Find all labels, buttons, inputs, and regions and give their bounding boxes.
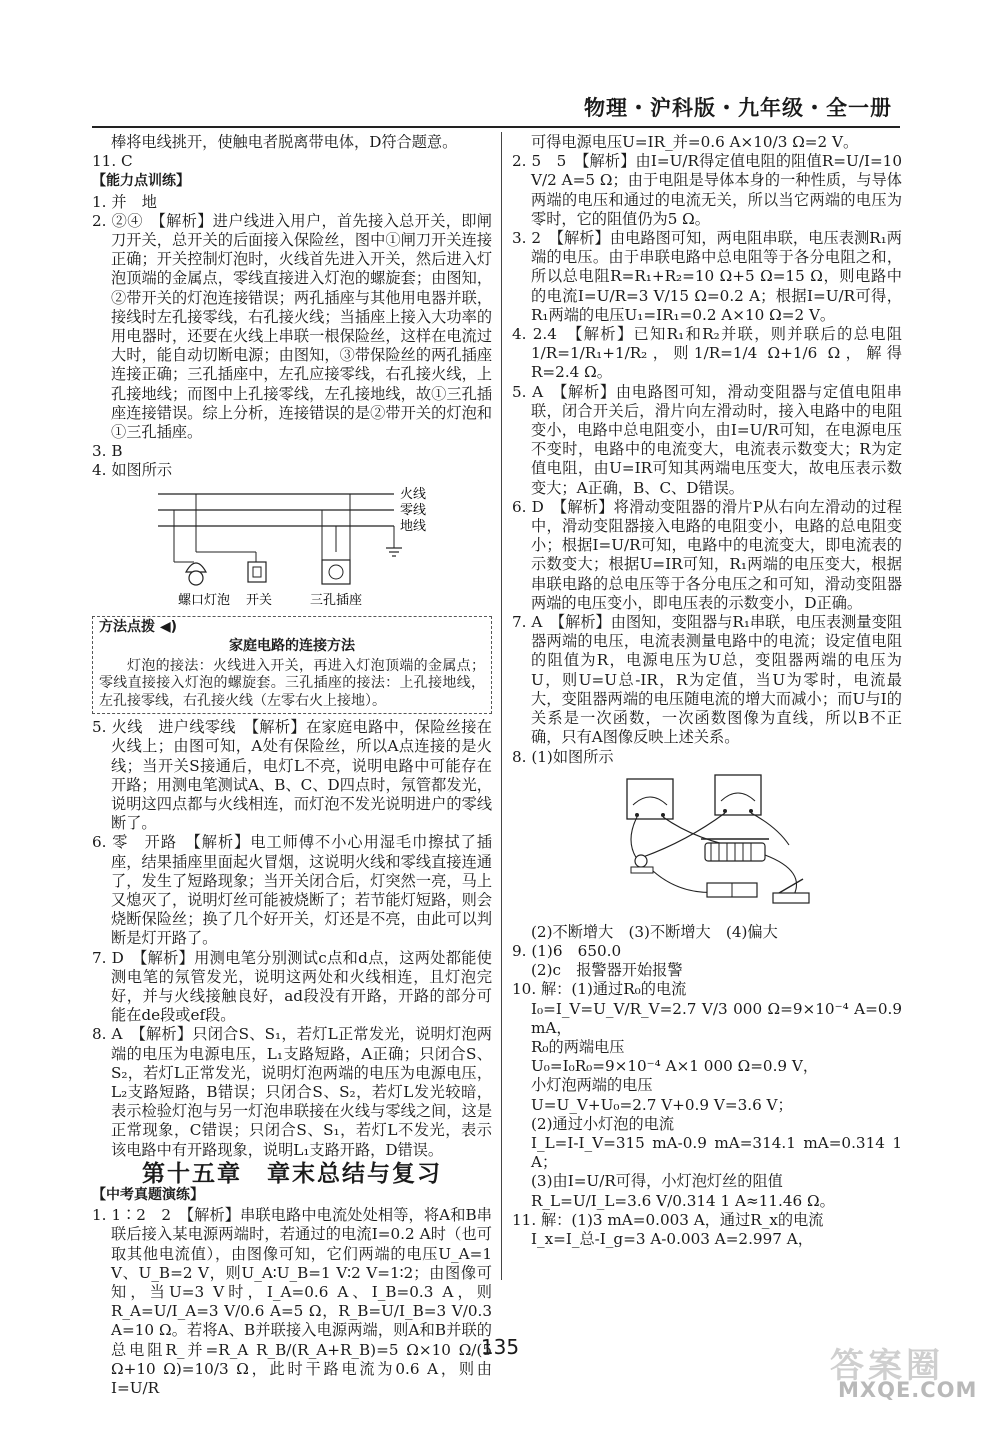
exam-answer-5: 5. A 【解析】由电路图可知，滑动变阻器与定值电阻串联，闭合开关后，滑片向左滑动时，接入电路中的电阻变小，电路中总电阻变小，由I=U/R可知，在电源电压不变时，电路中的电流变大，电流表示数变大；R为定值电阻，由U=IR可知其两端电压变大，故电压表示数变大；A正确，B、C、D错误。 [512, 382, 902, 497]
answer-10-step: I_L=I-I_V=315 mA-0.9 mA=314.1 mA=0.314 1 A； [531, 1133, 902, 1172]
bulb-icon [635, 855, 647, 867]
exam-answer-1: 1. 1∶2 2 【解析】串联电路中电流处处相等，将A和B串联后接入某电源两端时，若通过的电流I=0.2 A时（也可取其他电流值），由图像可知，它们两端的电压U_A=1 V、U_B=2 V，则U_A∶U_B=1 V∶2 V=1∶2；由图像可知，当U=3 V时，I_A=0.6 A、I_B=0.3 A，则R_A=U/I_A=3 V/0.6 A=5 Ω，R_B=U/I_B=3 V/0.3 A=10 Ω。若将A、B并联接入电源两端，则A和B并联的总电阻R_并=R_A R_B/(R_A+R_B)=5 Ω×10 Ω/(5 Ω+10 Ω)=10/3 Ω，此时干路电流为0.6 A，则由I=U/R [92, 1206, 492, 1398]
section-heading: 【能力点训练】 [92, 173, 190, 190]
answer-10-step: 小灯泡两端的电压 [531, 1076, 653, 1095]
household-circuit-figure [150, 482, 460, 610]
answer-4: 4. 如图所示 [92, 461, 173, 480]
answer-11-step: I_x=I_总-I_g=3 A-0.003 A=2.997 A， [531, 1229, 813, 1248]
chapter-title: 第十五章 章末总结与复习 [142, 1159, 442, 1187]
answer-5: 5. 火线 进户线零线 【解析】在家庭电路中，保险丝接在火线上；由图可知，A处有保险丝，所以A点连接的是火线；当开关S接通后，电灯L不亮，说明电路中可能存在开路；用测电笔测试A、B、C、D四点时，氖管都发光，说明这四点都与火线相连，而灯泡不发光说明进户的零线断了。 [92, 718, 492, 833]
exam-answer-9: 9. (1)6 650.0 [512, 941, 622, 960]
exam-answer-7: 7. A 【解析】由图知，变阻器与R₁串联，电压表测量变阻器两端的电压，电流表测量电路中的电流；设定值电阻的阻值为R，电源电压为U总，变阻器两端的电压为U，则U=U总-IR，R为定值，当U为零时，电流最大，变阻器两端的电压随电流的增大而减小；而U与I的关系是一次函数，一次函数图像为直线，所以B不正确，只有A图像反映上述关系。 [512, 613, 902, 747]
answer-11: 11. C [92, 152, 133, 171]
answer-3: 3. B [92, 442, 123, 461]
exam-answer-8: 8. (1)如图所示 [512, 747, 614, 766]
answer-9-part-2: (2)c 报警器开始报警 [531, 961, 683, 980]
switch-icon [773, 893, 809, 903]
experiment-circuit-figure [607, 771, 827, 921]
fire-wire-label: 火线 [400, 486, 427, 502]
exam-answer-4: 4. 2.4 【解析】已知R₁和R₂并联，则并联后的总电阻1/R=1/R₁+1/R₂，则1/R=1/4 Ω+1/6 Ω，解得R=2.4 Ω。 [512, 325, 902, 382]
speaker-icon: ◀) [159, 618, 178, 635]
column-divider [501, 132, 502, 1280]
answer-7: 7. D 【解析】用测电笔分别测试c点和d点，这两处都能使测电笔的氖管发光，说明这两处和火线相连，且灯泡完好，并与火线接触良好，ad段没有开路，开路的部分可能在de段或ef段。 [92, 948, 492, 1025]
answer-6: 6. 零 开路 【解析】电工师傅不小心用湿毛巾擦拭了插座，结果插座里面起火冒烟，这说明火线和零线直接连通了，发生了短路现象；当开关闭合后，灯突然一亮，马上又熄灭了，说明灯丝可能被烧断了；若节能灯短路，则会烧断保险丝；换了几个好开关，灯还是不亮，由此可以判断是灯开路了。 [92, 833, 492, 948]
exam-answer-6: 6. D 【解析】将滑动变阻器的滑片P从右向左滑动的过程中，滑动变阻器接入电路的电阻变小，电路的总电阻变小；根据I=U/R可知，电路中的电流变大，即电流表的示数变大；根据U=IR可知，R₁两端的电压变大，根据串联电路的总电压等于各分电压之和可知，滑动变阻器两端的电压变小，即电压表的示数变小，D正确。 [512, 497, 902, 612]
answer-10-step: R₀的两端电压 [531, 1037, 625, 1056]
answer-10-step: (3)由I=U/R可得，小灯泡灯丝的阻值 [531, 1172, 783, 1191]
method-tip-box [92, 616, 492, 715]
answer-text: 可得电源电压U=IR_并=0.6 A×10/3 Ω=2 V。 [531, 133, 859, 151]
exam-answer-2: 2. 5 5 【解析】由I=U/R得定值电阻的阻值R=U/I=10 V/2 A=5 Ω；由于电阻是导体本身的一种性质，与导体两端的电压和通过的电流无关，所以当它两端的电压为零时，它的阻值仍为5 Ω。 [512, 152, 902, 228]
watermark-logo: 答案圈 [830, 1346, 944, 1386]
answer-2: 2. ②④ 【解析】进户线进入用户，首先接入总开关，即闸刀开关，总开关的后面接入保险丝，图中①闸刀开关连接正确；开关控制灯泡时，火线首先进入开关，然后进入灯泡顶端的金属点，零线直接进入灯泡的螺旋套；由图知，②带开关的灯泡连接错误；两孔插座与其他用电器并联，接线时左孔接零线，右孔接火线；当插座上接入大功率的用电器时，还要在火线上串联一根保险丝，这样在电流过大时，能自动切断电源；由图知，③带保险丝的两孔插座连接正确；三孔插座中，左孔应接零线，右孔接火线，上孔接地线；而图中上孔接零线，左孔接地线，故①三孔插座连接错误。综上分析，连接错误的是②带开关的灯泡和①三孔插座。 [92, 211, 492, 442]
ammeter-icon [627, 779, 673, 819]
method-tip-heading [99, 619, 485, 637]
method-tip-body: 灯泡的接法：火线进入开关，再进入灯泡顶端的金属点；零线直接接入灯泡的螺旋套。三孔插座的接法：上孔接地线，左孔接零线，右孔接火线（左零右火上接地）。 [99, 657, 485, 709]
exam-answer-10: 10. 解：(1)通过R₀的电流 [512, 980, 687, 999]
page-header-title: 物理・沪科版・九年级・全一册 [584, 96, 892, 120]
answer-10-step: U₀=I₀R₀=9×10⁻⁴ A×1 000 Ω=0.9 V， [531, 1057, 819, 1076]
answer-8: 8. A 【解析】只闭合S、S₁，若灯L正常发光，说明灯泡两端的电压为电源电压，L₁支路短路，A正确；只闭合S、S₂，若灯L正常发光，说明灯泡两端的电压为电源电压，L₂支路短路，B错误；只闭合S、S₂，若灯L发光较暗，表示检验灯泡与另一灯泡串联接在火线与零线之间，这是正常现象，C错误；只闭合S、S₁，若灯L不发光，表示该电路中有开路现象，说明L₁支路开路，D错误。 [92, 1025, 492, 1159]
answer-8-parts: (2)不断增大 (3)不断增大 (4)偏大 [531, 922, 778, 941]
section-heading: 【中考真题演练】 [92, 1187, 204, 1204]
header-rule [92, 126, 900, 128]
answer-10-step: R_L=U/I_L=3.6 V/0.314 1 A≈11.46 Ω。 [531, 1191, 835, 1210]
watermark-text: MXQE.COM [838, 1378, 978, 1402]
answer-1: 1. 并 地 [92, 192, 157, 211]
page-number: 135 [480, 1335, 520, 1359]
socket-label: 三孔插座 [310, 592, 363, 608]
exam-answer-3: 3. 2 【解析】由电路图可知，两电阻串联，电压表测R₁两端的电压。由于串联电路中总电阻等于各分电阻之和，所以总电阻R=R₁+R₂=10 Ω+5 Ω=15 Ω，则电路中的电流I=U/R=3 V/15 Ω=0.2 A；根据I=U/R可得，R₁两端的电压U₁=IR₁=0.2 A×10 Ω=2 V。 [512, 229, 902, 324]
voltmeter-icon [715, 775, 761, 815]
answer-text: 棒将电线挑开，使触电者脱离带电体，D符合题意。 [111, 133, 458, 151]
neutral-wire-label: 零线 [400, 502, 427, 518]
exam-answer-11: 11. 解：(1)3 mA=0.003 A，通过R_x的电流 [512, 1210, 824, 1229]
answer-10-step: U=U_V+U₀=2.7 V+0.9 V=3.6 V； [531, 1095, 793, 1114]
right-column [512, 133, 902, 1249]
method-tip-title: 家庭电路的连接方法 [229, 638, 355, 655]
method-tip-label: 方法点拨 [99, 618, 155, 635]
answer-10-step: (2)通过小灯泡的电流 [531, 1114, 675, 1133]
answer-10-step: I₀=I_V=U_V/R_V=2.7 V/3 000 Ω=9×10⁻⁴ A=0.9 mA， [531, 999, 902, 1037]
switch-label: 开关 [246, 592, 273, 608]
lamp-label: 螺口灯泡 [178, 592, 231, 608]
left-column [92, 133, 492, 1398]
ground-wire-label: 地线 [400, 518, 427, 534]
